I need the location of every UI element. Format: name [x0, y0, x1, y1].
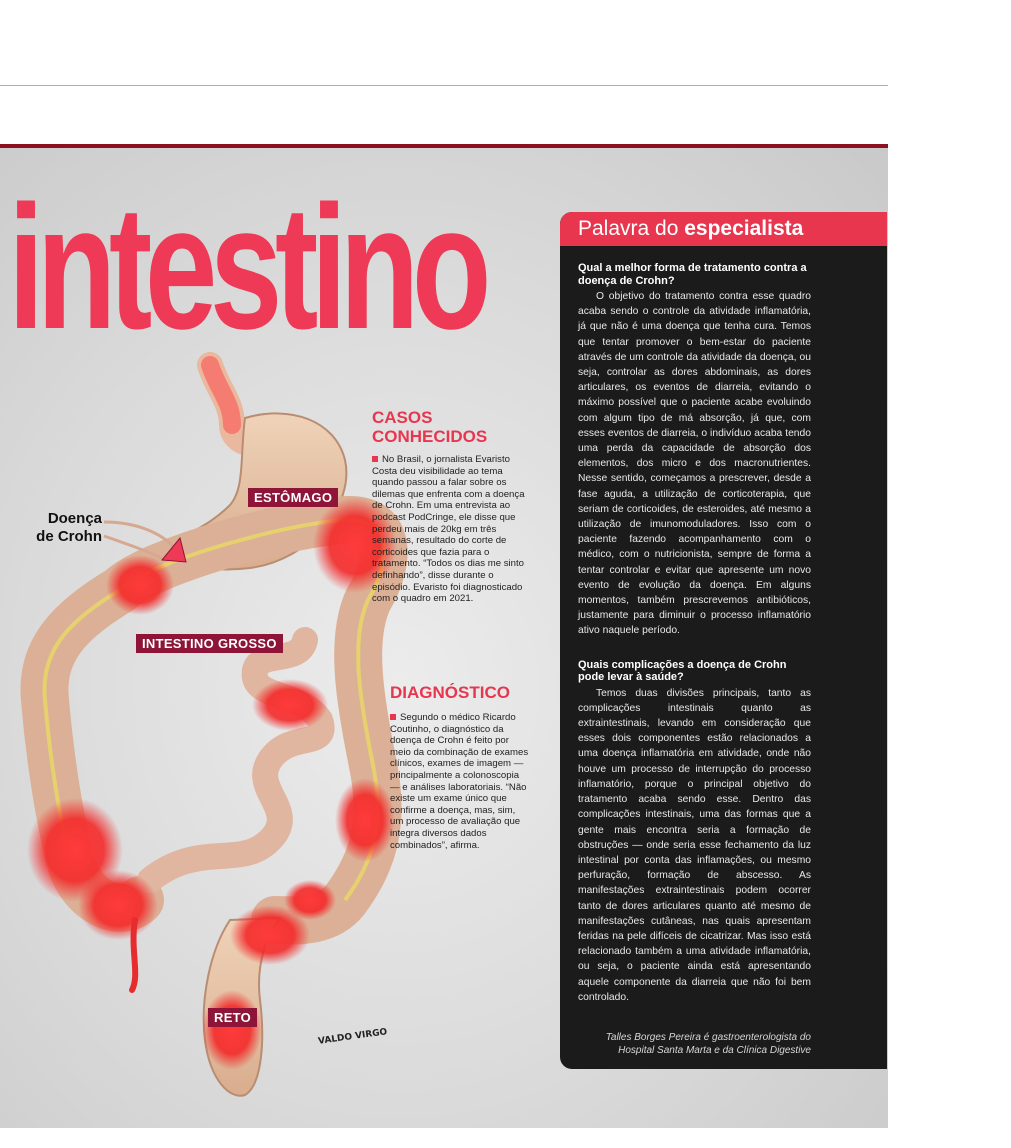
expert-panel-title [560, 212, 887, 246]
expert-title-bold: especialista [684, 217, 804, 240]
crohn-label-line2: de Crohn [36, 528, 102, 545]
small-intestine [150, 640, 322, 880]
crohn-label-line1: Doença [47, 510, 102, 527]
diagnosis-text [390, 712, 530, 851]
crohn-disease-label [34, 510, 102, 546]
expert-title-light: Palavra do [578, 217, 685, 240]
rectum-label: RETO [208, 1008, 257, 1027]
diagnosis-title: DIAGNÓSTICO [390, 683, 510, 702]
stomach-label: ESTÔMAGO [248, 488, 338, 507]
expert-panel-body [560, 246, 887, 1058]
answer-2: Temos duas divisões principais, tanto as complicações intestinais quanto as extraintestinais, levando em consideração que esses dois componentes estão relacionados a uma doença inflamatória em atividade, onde não houve um processo de interrupção do processo inflamatório, porque o principal objetivo do tratamento acaba sendo esse. Dentro das complicações intestinais, uma das formas que a gente mais encontra seria a formação de obstruções — onde seria esse fechamento da luz intestinal por conta das inflamações, ou mesmo perfuração, formação de abscesso. As manifestações extraintestinais podem ocorrer tanto de dores articulares quanto até mesmo de manifestações cutâneas, nas quais apresentam feridas na pele difíceis de cicatrizar. Mas isso está relacionado também a uma atividade inflamatória, ou seja, o paciente ainda está apresentando aquele componente da diarreia que não foi bem controlado. [578, 687, 811, 1003]
headline: intestino [8, 170, 485, 366]
credit-line1: Talles Borges Pereira é gastroenterologista do [605, 1031, 811, 1043]
bullet-icon [372, 456, 378, 462]
known-cases-title-line1: CASOS [372, 408, 433, 427]
top-rule [0, 85, 888, 86]
illustrator-signature: VALDO VIRGO [317, 1027, 388, 1047]
known-cases-body: No Brasil, o jornalista Evaristo Costa deu visibilidade ao tema quando passou a falar sobre os dilemas que enfrenta com a doença de Crohn. Em uma entrevista ao podcast PodCringe, ele disse que perdeu mais de 20kg em três semanas, resultado do corte de corticoides que fazia para o tratamento. “Todos os dias me sinto definhando”, disse durante o episódio. Evaristo foi diagnosticado com o quadro em 2021. [372, 454, 525, 605]
known-cases-text [372, 454, 532, 605]
question-2: Quais complicações a doença de Crohn pode levar à saúde? [578, 658, 787, 684]
expert-credit [578, 1031, 811, 1058]
answer-1: O objetivo do tratamento contra esse quadro acaba sendo o controle da atividade inflamatória, já que não é uma doença que tenha cura. Temos que tentar promover o bem-estar do paciente através de um controle da atividade da doença, ou seja, controlar as dores abdominais, as dores articulares, os eventos de diarreia, evitando o máximo possível que o paciente acabe evoluindo com algum tipo de má absorção, já que, com esses eventos de diarreia, o indivíduo acaba tendo uma perda da capacidade de absorção dos elementos, dos micro e dos macronutrientes. Nesse sentido, começamos a prescrever, desde a fase aguda, a utilização de corticoterapia, que seriam de corticoides, de esteroides, até mesmo a utilização de imunomoduladores. Isso com o paciente fazendo acompanhamento com o médico, com o nutricionista, sempre de forma a tentar controlar e evitar que apresente um novo evento de evolução da doença. Em alguns momentos, também prescrevemos antibióticos, justamente para diminuir o processo inflamatório ativo naquele período. [578, 291, 811, 637]
known-cases-title-line2: CONHECIDOS [372, 427, 488, 446]
large-intestine-label: INTESTINO GROSSO [136, 634, 283, 653]
expert-panel [560, 212, 887, 1069]
credit-line2: Hospital Santa Marta e da Clínica Digestive [618, 1045, 811, 1057]
bullet-icon [390, 714, 396, 720]
known-cases-title [372, 408, 487, 446]
question-1: Qual a melhor forma de tratamento contra a doença de Crohn? [578, 262, 807, 287]
diagnosis-body: Segundo o médico Ricardo Coutinho, o diagnóstico da doença de Crohn é feito por meio da combinação de exames clínicos, exames de imagem — principalmente a colonoscopia — e análises laboratoriais. “Não existe um exame único que confirme a doença, mas, sim, um processo de avaliação que integra diversos dados combinados”, afirma. [390, 712, 529, 851]
